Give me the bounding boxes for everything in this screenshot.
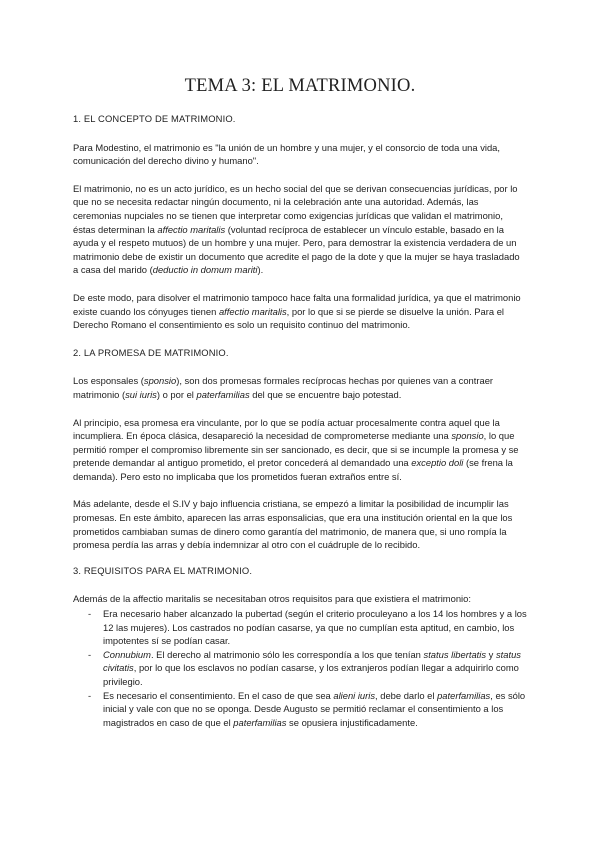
text-run: se opusiera injustificadamente. xyxy=(286,716,418,728)
text-run: , es sólo inicial y vale con que no se oponga. Desde Augusto se permitió reclamar el consentimiento a los magistrados en caso de que el xyxy=(103,689,526,728)
latin-term: sponsio xyxy=(451,430,484,442)
section-heading-concepto: 1. EL CONCEPTO DE MATRIMONIO. xyxy=(73,113,236,124)
paragraph-hecho-social xyxy=(73,182,527,277)
text-run: (se frena la demanda). Pero esto no implicaba que los prometidos fueran extraños entre sí. xyxy=(73,457,513,482)
text-run: ). xyxy=(257,264,264,276)
latin-term: paterfamilias xyxy=(437,689,491,701)
latin-term: affectio maritalis xyxy=(157,223,226,235)
latin-term: status civitatis xyxy=(103,648,521,674)
text-run: del que se encuentre bajo potestad. xyxy=(249,388,402,400)
paragraph-requisitos-intro: Además de la affectio maritalis se necesitaban otros requisitos para que existiera el matrimonio: xyxy=(73,593,471,605)
section-heading-requisitos: 3. REQUISITOS PARA EL MATRIMONIO. xyxy=(73,564,253,576)
latin-term: alieni iuris xyxy=(333,689,376,701)
text-run: (voluntad recíproca de establecer un vínculo estable, basado en la ayuda y el respeto mutuos) de un hombre y una mujer. Pero, para demostrar la existencia verdadera de un matrimonio debe de existir un documento que acredite el pago de la dote y que la mujer se haya trasladado a casa del marido ( xyxy=(73,223,520,276)
text-run: y xyxy=(486,648,496,660)
latin-term: sponsio xyxy=(143,375,177,387)
text-run: , debe darlo el xyxy=(375,689,438,701)
latin-term: exceptio doli xyxy=(411,457,464,469)
text-run: Los esponsales ( xyxy=(73,375,144,387)
requirements-list xyxy=(73,607,527,729)
paragraph-vinculante xyxy=(73,416,527,484)
section-heading-promesa: 2. LA PROMESA DE MATRIMONIO. xyxy=(73,346,229,358)
latin-term: paterfamilias xyxy=(196,388,250,400)
latin-term: paterfamilias xyxy=(233,716,287,728)
page-title: TEMA 3: EL MATRIMONIO. xyxy=(184,76,416,96)
latin-term: Connubium xyxy=(103,648,151,660)
latin-term: affectio maritalis xyxy=(218,305,287,317)
text-run: De este modo, para disolver el matrimonio tampoco hace falta una formalidad jurídica, ya que el matrimonio existe cuando los cónyuges tienen xyxy=(73,291,521,317)
text-run: Al principio, esa promesa era vinculante, por lo que se podía actuar procesalmente contra aquel que la incumpliera. En época clásica, desapareció la necesidad de comprometerse mediante una xyxy=(73,416,500,442)
text-run: Es necesario el consentimiento. En el caso de que sea xyxy=(103,689,334,701)
list-item-consentimiento xyxy=(73,689,527,730)
latin-term: status libertatis xyxy=(423,648,487,660)
list-item-pubertad: - Era necesario haber alcanzado la pubertad (según el criterio proculeyano a los 14 los hombres y a los 12 las mujeres). Los castrados no podían casarse, ya que no cumplían esta aptitud, en cambio, los impotentes sí se podían casar. xyxy=(73,607,527,648)
text-run: , por lo que si se pierde se disuelve la unión. Para el Derecho Romano el consentimiento es solo un requisito continuo del matrimonio. xyxy=(73,305,504,331)
paragraph-modestino: Para Modestino, el matrimonio es "la unión de un hombre y una mujer, y el consorcio de toda una vida, comunicación del derecho divino y humano". xyxy=(73,141,501,167)
text-run: , lo que permitió romper el compromiso libremente sin ser sancionado, es decir, que si se incumple la promesa y se pretende demandar al antiguo prometido, el pretor concederá al demandado una xyxy=(73,430,519,469)
list-item-connubium xyxy=(73,648,527,689)
text-run: El matrimonio, no es un acto jurídico, es un hecho social del que se derivan consecuencias jurídicas, por lo que no se necesita redactar ningún documento, ni la celebración ante una autoridad. Además, las ceremonias nupciales no se tienen que interpretar como exigencias jurídicas que validan el matrimonio, éstas determinan la xyxy=(73,182,518,235)
paragraph-disolver xyxy=(73,291,527,332)
paragraph-esponsales xyxy=(73,374,527,401)
paragraph-arras: Más adelante, desde el S.IV y bajo influencia cristiana, se empezó a limitar la posibilidad de incumplir las promesas. En este ámbito, aparecen las arras esponsalicias, que era una institución oriental en la que los prometidos cambiaban sumas de dinero como garantía del matrimonio, de manera que, si uno rompía la promesa perdía las arras y debía indemnizar al otro con el cuádruple de lo recibido. xyxy=(73,498,513,551)
text-run: . El derecho al matrimonio sólo les correspondía a los que tenían xyxy=(150,648,424,660)
latin-term: deductio in domum mariti xyxy=(152,264,258,276)
document-body xyxy=(73,112,527,729)
text-run: , por lo que los esclavos no podían casarse, y los extranjeros podían llegar a adquirirlo como privilegio. xyxy=(103,662,519,687)
text-run: ), son dos promesas formales recíprocas hechas por quienes van a contraer matrimonio ( xyxy=(73,375,494,400)
latin-term: sui iuris xyxy=(125,388,157,400)
text-run: ) o por el xyxy=(156,388,197,400)
